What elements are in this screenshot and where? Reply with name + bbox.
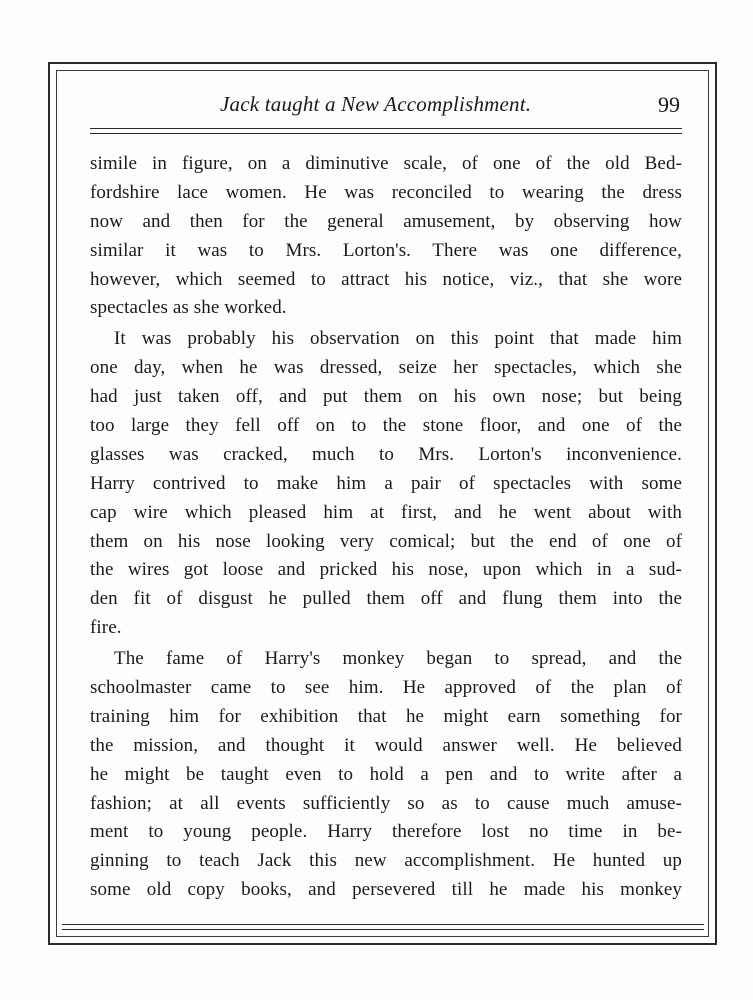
header-rule-bottom: [90, 133, 682, 134]
text-line: fordshire lace women. He was reconciled to wearing the dress: [90, 181, 682, 203]
text-line: schoolmaster came to see him. He approved of the plan of: [90, 677, 682, 699]
text-line: spectacles as she worked.: [90, 297, 287, 319]
text-line: the mission, and thought it would answer well. He believed: [90, 734, 682, 756]
body-text: [90, 150, 682, 905]
text-line: glasses was cracked, much to Mrs. Lorton's inconvenience.: [90, 443, 682, 465]
text-line: Harry contrived to make him a pair of spectacles with some: [90, 472, 682, 494]
running-title: Jack taught a New Accomplishment.: [220, 92, 532, 116]
text-line: The fame of Harry's monkey began to spread, and the: [114, 648, 682, 670]
text-line: training him for exhibition that he might earn something for: [90, 705, 682, 727]
text-line: cap wire which pleased him at first, and he went about with: [90, 501, 682, 523]
footer-rule-top: [62, 924, 704, 925]
text-line: some old copy books, and persevered till he made his monkey: [90, 879, 682, 901]
text-line: them on his nose looking very comical; but the end of one of: [90, 530, 682, 552]
text-line: one day, when he was dressed, seize her spectacles, which she: [90, 357, 682, 379]
text-line: the wires got loose and pricked his nose, upon which in a sud-: [90, 559, 682, 581]
text-line: he might be taught even to hold a pen and to write after a: [90, 763, 682, 785]
text-line: had just taken off, and put them on his own nose; but being: [90, 386, 682, 408]
text-line: too large they fell off on to the stone floor, and one of the: [90, 415, 682, 437]
text-line: similar it was to Mrs. Lorton's. There was one difference,: [90, 239, 682, 261]
page-number: 99: [658, 92, 680, 117]
text-line: ginning to teach Jack this new accomplishment. He hunted up: [90, 850, 682, 872]
text-line: It was probably his observation on this point that made him: [114, 328, 682, 350]
text-line: simile in figure, on a diminutive scale, of one of the old Bed-: [90, 153, 682, 174]
text-line: fire.: [90, 617, 122, 639]
text-line: now and then for the general amusement, by observing how: [90, 210, 682, 232]
text-line: ment to young people. Harry therefore lost no time in be-: [90, 821, 682, 843]
text-line: however, which seemed to attract his notice, viz., that she wore: [90, 268, 682, 290]
text-line: fashion; at all events sufficiently so as to cause much amuse-: [90, 792, 682, 814]
header-rule-top: [90, 128, 682, 129]
text-line: den fit of disgust he pulled them off and flung them into the: [90, 588, 682, 610]
running-header: [90, 88, 680, 124]
footer-rule-bottom: [62, 929, 704, 930]
